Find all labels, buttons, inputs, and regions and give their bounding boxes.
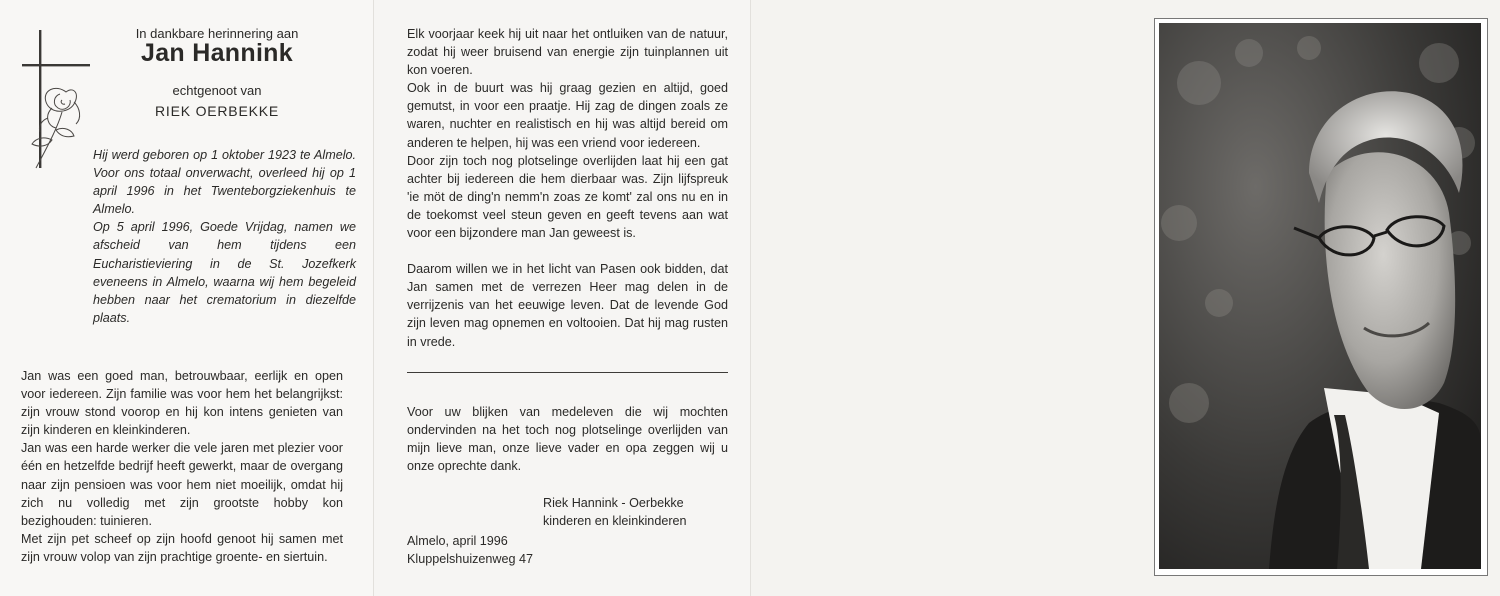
paragraph: Jan was een goed man, betrouwbaar, eerlijk en open voor iedereen. Zijn familie was voor hem het belangrijkst: zijn vrouw stond voorop en hij kon intens genieten van zijn kinderen en kleinkinderen. bbox=[21, 369, 343, 438]
divider bbox=[407, 372, 728, 373]
thanks-note bbox=[407, 403, 728, 475]
intro-line: In dankbare herinnering aan bbox=[135, 26, 299, 41]
paragraph: Daarom willen we in het licht van Pasen ook bidden, dat Jan samen met de verrezen Heer mag delen in de verrijzenis van het eeuwige leven. Dat de levende God zijn leven mag opnemen en voltooien. Dat hij mag rusten in vrede. bbox=[407, 262, 728, 349]
spouse-name: RIEK OERBEKKE bbox=[155, 103, 279, 119]
paragraph: Door zijn toch nog plotselinge overlijden laat hij een gat achter bij iedereen die hem dierbaar was. Zijn lijfspreuk 'ie möt de ding'n nemm'n zoas ze komt' zal ons nu en in de toekomst veel steun geven en geeft tevens aan wat voor een bijzondere man Jan geweest is. bbox=[407, 153, 728, 241]
fold-line bbox=[373, 0, 374, 596]
paragraph: Met zijn pet scheef op zijn hoofd genoot hij samen met zijn vrouw volop van zijn prachtige groente- en siertuin. bbox=[21, 531, 343, 564]
tribute-text-left bbox=[21, 367, 343, 566]
paragraph: Elk voorjaar keek hij uit naar het ontluiken van de natuur, zodat hij weer bruisend van energie zijn tuinplannen uit kon voeren. bbox=[407, 27, 728, 78]
birth-death-paragraph: Hij werd geboren op 1 oktober 1923 te Almelo. Voor ons totaal onverwacht, overleed hij op 1 april 1996 in het Twenteborgziekenhuis te Almelo. bbox=[93, 148, 356, 217]
street-address: Kluppelshuizenweg 47 bbox=[407, 552, 534, 567]
paragraph: Ook in de buurt was hij graag gezien en altijd, goed gemutst, in voor een praatje. Hij zag de dingen zoals ze waren, nuchter en realistisch en hij was altijd bereid om anderen te helpen, hij was een vriend voor iedereen. bbox=[407, 81, 728, 150]
tribute-text-middle bbox=[407, 25, 728, 351]
paragraph: Jan was een harde werker die vele jaren met plezier voor één en hetzelfde bedrijf heeft gewerkt, maar de overgang naar zijn pensioen was voor hem niet moeilijk, omdat hij zich nu volledig met zijn grootste hobby kon bezighouden: tuinieren. bbox=[21, 441, 343, 528]
biography bbox=[93, 146, 356, 327]
portrait-photo bbox=[1159, 23, 1481, 569]
deceased-name: Jan Hannink bbox=[141, 39, 293, 67]
fold-line bbox=[750, 0, 751, 596]
signature-family: kinderen en kleinkinderen bbox=[543, 514, 687, 529]
spouse-label: echtgenoot van bbox=[172, 83, 262, 98]
place-date: Almelo, april 1996 bbox=[407, 534, 508, 548]
cross-with-rose-icon bbox=[22, 30, 94, 172]
address-block bbox=[407, 532, 607, 568]
thanks-paragraph: Voor uw blijken van medeleven die wij mochten ondervinden na het toch nog plotselinge overlijden van mijn lieve man, onze lieve vader en opa zeggen wij u onze oprechte dank. bbox=[407, 405, 728, 474]
funeral-paragraph: Op 5 april 1996, Goede Vrijdag, namen we afscheid van hem tijdens een Eucharistieviering in de St. Jozefkerk eveneens in Almelo, waarna wij hem begeleid hebben naar het crematorium in diezelfde plaats. bbox=[93, 220, 356, 325]
signature-name: Riek Hannink - Oerbekke bbox=[543, 496, 684, 510]
signature bbox=[543, 494, 733, 530]
